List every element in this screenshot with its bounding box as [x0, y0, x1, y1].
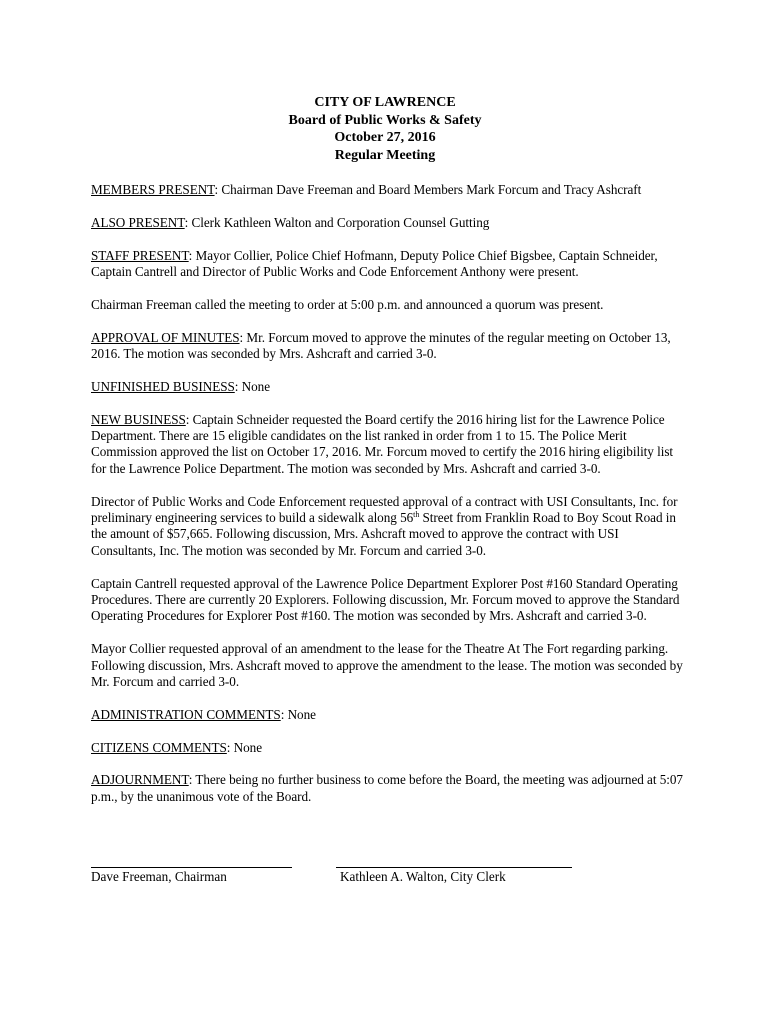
- document-header: [0, 94, 770, 164]
- section-label: STAFF PRESENT: [91, 247, 189, 263]
- citizens-comments-paragraph: [91, 740, 685, 756]
- section-text: : Captain Schneider requested the Board certify the 2016 hiring list for the Lawrence Police Department. There are 15 eligible candidates on the list ranked in order from 1 to 15. The Police Merit Commission approved the list on October 17, 2016. Mr. Forcum moved to certify the 2016 hiring eligibility list for the Lawrence Police Department. The motion was seconded by Mrs. Ashcraft and carried 3-0.: [91, 411, 674, 476]
- section-label: ADMINISTRATION COMMENTS: [91, 706, 281, 722]
- usi-contract-paragraph: [91, 494, 685, 560]
- section-label: MEMBERS PRESENT: [91, 182, 215, 197]
- chairman-signature-line: [91, 867, 292, 868]
- call-to-order-paragraph: Chairman Freeman called the meeting to order at 5:00 p.m. and announced a quorum was present.: [91, 296, 604, 312]
- explorer-post-paragraph: Captain Cantrell requested approval of the Lawrence Police Department Explorer Post #160 Standard Operating Procedures. There are currently 20 Explorers. Following discussion, Mr. Forcum moved to approve the Standard Operating Procedures for Explorer Post #160. The motion was seconded by Mrs. Ashcraft and carried 3-0.: [91, 575, 680, 624]
- theatre-lease-paragraph: Mayor Collier requested approval of an amendment to the lease for the Theatre At The Fort regarding parking. Following discussion, Mrs. Ashcraft moved to approve the amendment to the lease. The motion was seconded by Mr. Forcum and carried 3-0.: [91, 641, 683, 690]
- section-label: NEW BUSINESS: [91, 411, 186, 427]
- section-label: CITIZENS COMMENTS: [91, 739, 227, 755]
- meeting-date: October 27, 2016: [334, 130, 436, 145]
- section-text: : Clerk Kathleen Walton and Corporation Counsel Gutting: [184, 214, 490, 230]
- unfinished-business-paragraph: [91, 379, 685, 395]
- section-label: ADJOURNMENT: [91, 772, 189, 788]
- members-present-paragraph: [91, 182, 685, 198]
- section-text: : None: [234, 378, 270, 394]
- paragraph-text: Director of Public Works and Code Enforcement requested approval of a contract with USI Consultants, Inc. for preliminary engineering services to build a sidewalk along 56: [91, 493, 678, 526]
- chairman-name: Dave Freeman, Chairman: [91, 869, 227, 884]
- ordinal-suffix: th: [413, 510, 420, 520]
- approval-of-minutes-paragraph: [91, 330, 685, 363]
- section-label: UNFINISHED BUSINESS: [91, 378, 235, 394]
- city-name: CITY OF LAWRENCE: [314, 95, 456, 110]
- section-label: APPROVAL OF MINUTES: [91, 329, 240, 345]
- clerk-name: Kathleen A. Walton, City Clerk: [340, 869, 506, 884]
- adjournment-paragraph: [91, 772, 685, 805]
- section-text: : Chairman Dave Freeman and Board Members Mark Forcum and Tracy Ashcraft: [214, 182, 642, 197]
- section-text: : Mr. Forcum moved to approve the minutes of the regular meeting on October 13, 2016. The motion was seconded by Mrs. Ashcraft and carried 3-0.: [91, 329, 671, 361]
- clerk-signature-line: [336, 867, 572, 868]
- section-text: : None: [280, 706, 316, 722]
- new-business-paragraph: [91, 412, 685, 478]
- meeting-type: Regular Meeting: [334, 147, 436, 163]
- section-text: : None: [226, 739, 263, 755]
- board-name: Board of Public Works & Safety: [288, 112, 482, 128]
- section-text: : There being no further business to come before the Board, the meeting was adjourned at 5:07 p.m., by the unanimous vote of the Board.: [91, 772, 683, 804]
- administration-comments-paragraph: [91, 707, 685, 723]
- section-label: ALSO PRESENT: [91, 214, 185, 230]
- section-text: : Mayor Collier, Police Chief Hofmann, Deputy Police Chief Bigsbee, Captain Schneider, Captain Cantrell and Director of Public Works and Code Enforcement Anthony were present.: [91, 247, 658, 279]
- also-present-paragraph: [91, 215, 685, 231]
- paragraph-text: Street from Franklin Road to Boy Scout Road in the amount of $57,665. Following discussion, Mrs. Ashcraft moved to approve the contract with USI Consultants, Inc. The motion was seconded by Mr. Forcum and carried 3-0.: [91, 510, 676, 558]
- staff-present-paragraph: [91, 248, 685, 281]
- minutes-body: [91, 182, 685, 822]
